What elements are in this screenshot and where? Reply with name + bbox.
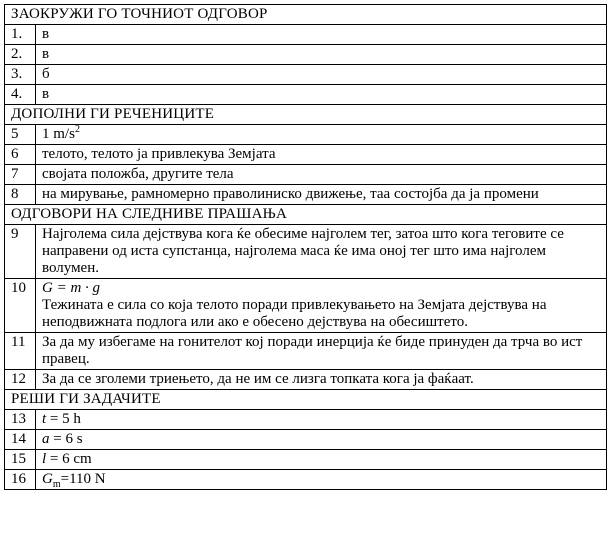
table-row <box>5 430 607 450</box>
question-number: 5 <box>5 125 36 145</box>
answer-text <box>36 279 607 333</box>
formula-result: = 5 h <box>46 411 81 427</box>
section-header: ОДГОВОРИ НА СЛЕДНИВЕ ПРАШАЊА <box>5 205 607 225</box>
unit-exponent: 2 <box>74 124 80 135</box>
table-row <box>5 333 607 370</box>
answer-text: в <box>36 25 607 45</box>
unit-value: 1 m/s <box>42 126 75 142</box>
answer-text: Најголема сила дејствува кога ќе обесиме најголем тег, затоа што кога теговите се направени од иста супстанца, најголема маса ќе има оној тег што има најголем волумен. <box>36 225 607 279</box>
section-header-row <box>5 205 607 225</box>
question-number: 9 <box>5 225 36 279</box>
table-row <box>5 65 607 85</box>
answer-text: б <box>36 65 607 85</box>
question-number: 16 <box>5 470 36 490</box>
table-row <box>5 25 607 45</box>
formula-variable: l <box>42 451 47 467</box>
formula-result: = 6 cm <box>46 451 92 467</box>
answer-text <box>36 430 607 450</box>
table-row <box>5 165 607 185</box>
question-number: 8 <box>5 185 36 205</box>
formula: G = m · g <box>42 280 101 296</box>
formula-result: =110 N <box>60 471 106 487</box>
table-row <box>5 450 607 470</box>
answer-text: За да му избегаме на гонителот кој поради инерција ќе биде принуден да трча во ист правец. <box>36 333 607 370</box>
answer-text: в <box>36 45 607 65</box>
table-row <box>5 279 607 333</box>
section-header-row <box>5 5 607 25</box>
question-number: 14 <box>5 430 36 450</box>
table-row <box>5 45 607 65</box>
question-number: 12 <box>5 370 36 390</box>
table-row <box>5 145 607 165</box>
answer-text <box>36 450 607 470</box>
formula-variable: a <box>42 431 50 447</box>
answer-text: на мирување, рамномерно праволиниско движење, таа состојба да ја промени <box>36 185 607 205</box>
table-row <box>5 185 607 205</box>
formula-result: = 6 s <box>49 431 83 447</box>
formula-variable: t <box>42 411 47 427</box>
section-header: РЕШИ ГИ ЗАДАЧИТЕ <box>5 390 607 410</box>
answer-text: телото, телото ја привлекува Земјата <box>36 145 607 165</box>
section-header: ЗАОКРУЖИ ГО ТОЧНИОТ ОДГОВОР <box>5 5 607 25</box>
answer-text <box>36 470 607 490</box>
answer-text: За да се зголеми триењето, да не им се лизга топката кога ја фаќаат. <box>36 370 607 390</box>
table-row <box>5 125 607 145</box>
question-number: 3. <box>5 65 36 85</box>
question-number: 4. <box>5 85 36 105</box>
table-row <box>5 470 607 490</box>
section-header: ДОПОЛНИ ГИ РЕЧЕНИЦИТЕ <box>5 105 607 125</box>
question-number: 7 <box>5 165 36 185</box>
answer-key-table <box>4 4 607 490</box>
question-number: 15 <box>5 450 36 470</box>
question-number: 13 <box>5 410 36 430</box>
question-number: 10 <box>5 279 36 333</box>
section-header-row <box>5 105 607 125</box>
answer-text <box>36 410 607 430</box>
formula-subscript: m <box>52 479 61 490</box>
answer-explanation: Тежината е сила со која телото поради привлекувањето на Земјата дејствува на неподвижната подлога или ако е обесено дејствува на обесиштето. <box>42 297 547 330</box>
table-row <box>5 410 607 430</box>
section-header-row <box>5 390 607 410</box>
table-row <box>5 85 607 105</box>
question-number: 2. <box>5 45 36 65</box>
question-number: 1. <box>5 25 36 45</box>
table-row <box>5 225 607 279</box>
answer-text: својата положба, другите тела <box>36 165 607 185</box>
question-number: 6 <box>5 145 36 165</box>
formula-variable: G <box>42 471 53 487</box>
table-row <box>5 370 607 390</box>
answer-text <box>36 125 607 145</box>
answer-text: в <box>36 85 607 105</box>
question-number: 11 <box>5 333 36 370</box>
